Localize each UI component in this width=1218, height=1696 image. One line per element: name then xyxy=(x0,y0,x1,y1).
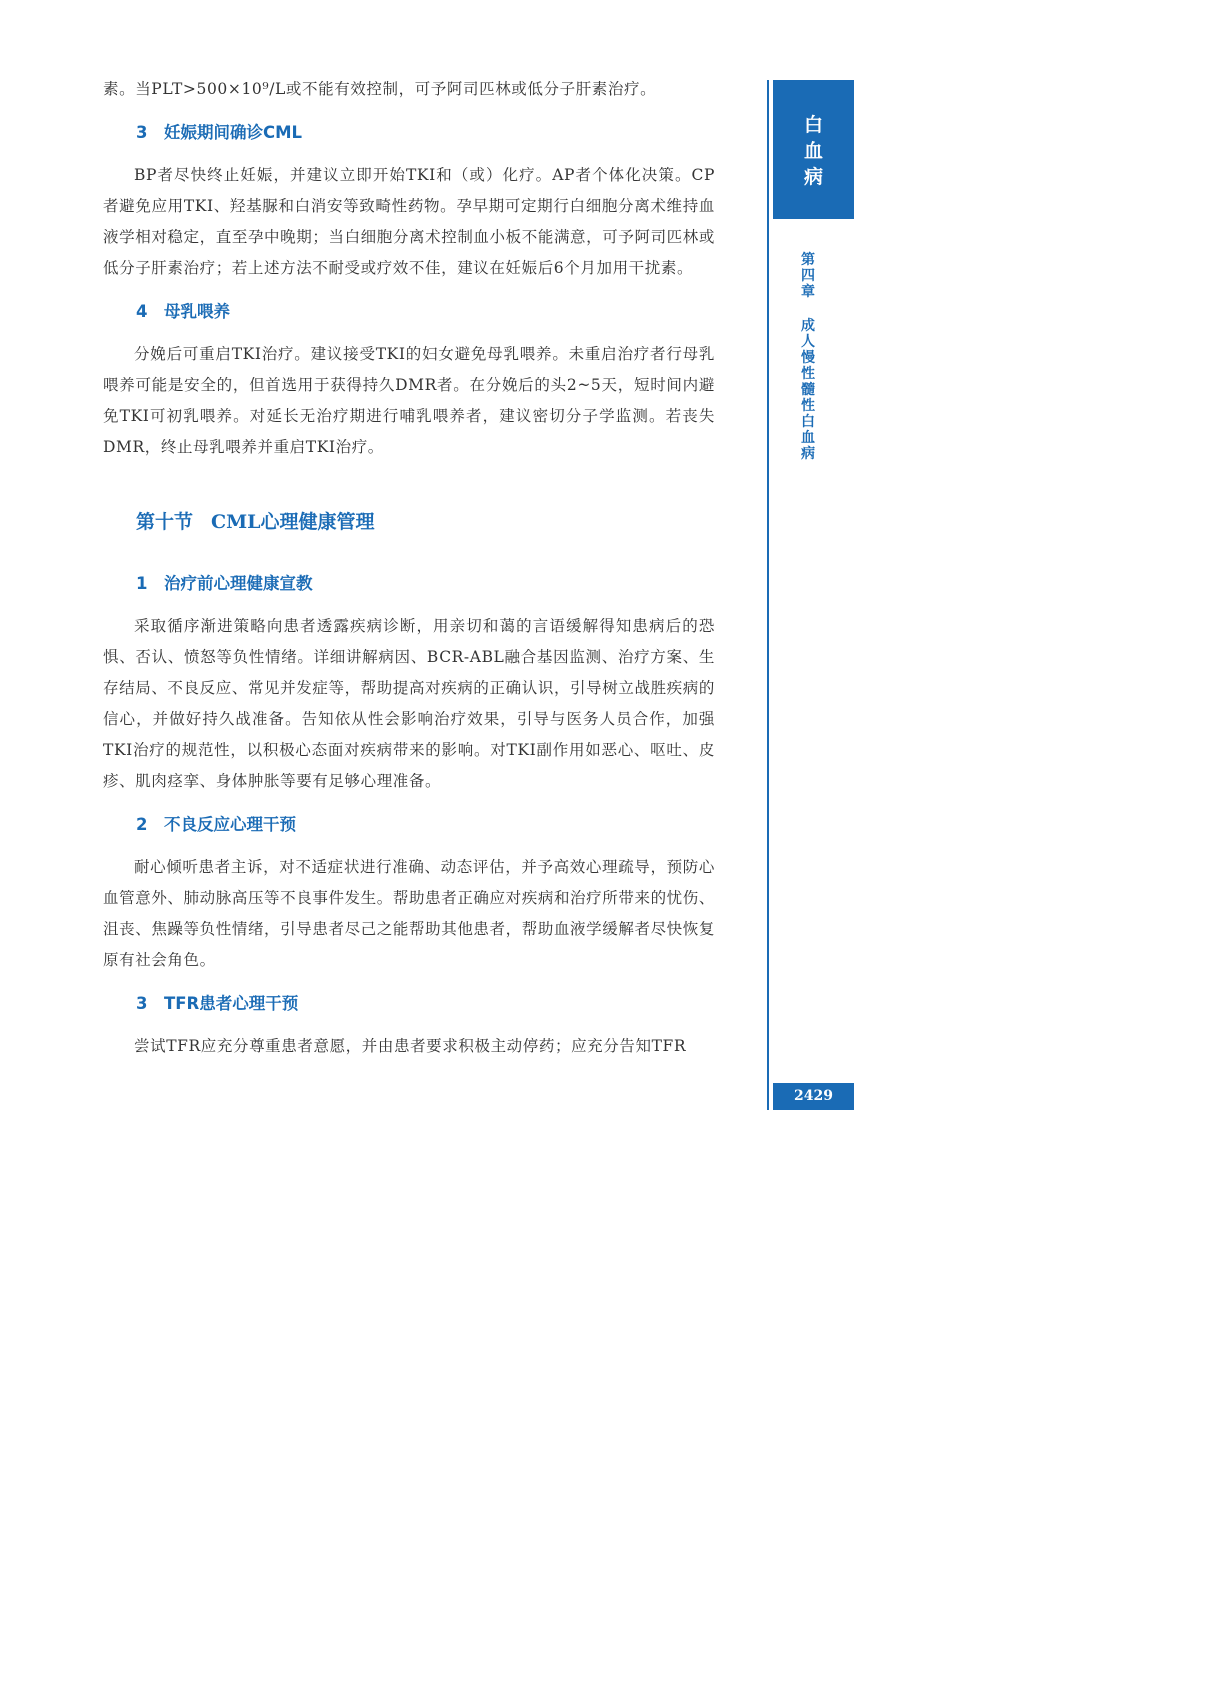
paragraph-pregnancy: BP者尽快终止妊娠，并建议立即开始TKI和（或）化疗。AP者个体化决策。CP者避免应用TKI、羟基脲和白消安等致畸性药物。孕早期可定期行白细胞分离术维持血液学相对稳定，直至孕中晚期；当白细胞分离术控制血小板不能满意，可予阿司匹林或低分子肝素治疗；若上述方法不耐受或疗效不佳，建议在妊娠后6个月加用干扰素。 xyxy=(103,166,715,277)
subheading-title: 不良反应心理干预 xyxy=(164,815,296,834)
chapter-title-char: 性 xyxy=(801,398,815,414)
subheading-pretreatment-education xyxy=(103,568,715,599)
section-number: 第十节 xyxy=(136,511,194,533)
tab-char: 血 xyxy=(803,140,823,162)
subheading-title: 母乳喂养 xyxy=(164,302,230,321)
tab-char: 白 xyxy=(803,114,823,136)
subheading-number: 2 xyxy=(136,815,148,834)
paragraph-pretreatment-education: 采取循序渐进策略向患者透露疾病诊断，用亲切和蔼的言语缓解得知患病后的恐惧、否认、愤怒等负性情绪。详细讲解病因、BCR-ABL融合基因监测、治疗方案、生存结局、不良反应、常见并发症等，帮助提高对疾病的正确认识，引导树立战胜疾病的信心，并做好持久战准备。告知依从性会影响治疗效果，引导与医务人员合作，加强TKI治疗的规范性，以积极心态面对疾病带来的影响。对TKI副作用如恶心、呕吐、皮疹、肌肉痉挛、身体肿胀等要有足够心理准备。 xyxy=(103,617,715,790)
main-content xyxy=(103,74,715,1062)
paragraph-breastfeeding: 分娩后可重启TKI治疗。建议接受TKI的妇女避免母乳喂养。未重启治疗者行母乳喂养可能是安全的，但首选用于获得持久DMR者。在分娩后的头2~5天，短时间内避免TKI可初乳喂养。对延长无治疗期进行哺乳喂养者，建议密切分子学监测。若丧失DMR，终止母乳喂养并重启TKI治疗。 xyxy=(103,345,715,456)
margin-divider-line xyxy=(767,80,769,1110)
subheading-breastfeeding xyxy=(103,296,715,327)
paragraph-tfr-intervention: 尝试TFR应充分尊重患者意愿，并由患者要求积极主动停药；应充分告知TFR xyxy=(134,1037,687,1055)
chapter-title-char: 性 xyxy=(801,366,815,382)
paragraph-platelet: 素。当PLT>500×10⁹/L或不能有效控制，可予阿司匹林或低分子肝素治疗。 xyxy=(103,80,657,98)
section-title xyxy=(103,507,715,538)
chapter-title-char: 血 xyxy=(801,430,815,446)
page-number: 2429 xyxy=(773,1083,854,1110)
chapter-title-char: 人 xyxy=(801,334,815,350)
category-tab xyxy=(773,80,854,219)
section-heading: CML心理健康管理 xyxy=(211,511,375,533)
chapter-num-char: 第 xyxy=(801,252,815,268)
tab-char: 病 xyxy=(803,166,823,188)
chapter-num-char: 章 xyxy=(801,284,815,300)
subheading-title: TFR患者心理干预 xyxy=(164,994,299,1013)
chapter-title-char: 病 xyxy=(801,446,815,462)
subheading-number: 1 xyxy=(136,574,148,593)
subheading-tfr-intervention xyxy=(103,988,715,1019)
subheading-adverse-reaction xyxy=(103,809,715,840)
subheading-pregnancy-diagnosis xyxy=(103,117,715,148)
chapter-title-char: 白 xyxy=(801,414,815,430)
paragraph-adverse-reaction: 耐心倾听患者主诉，对不适症状进行准确、动态评估，并予高效心理疏导，预防心血管意外、肺动脉高压等不良事件发生。帮助患者正确应对疾病和治疗所带来的忧伤、沮丧、焦躁等负性情绪，引导患者尽己之能帮助其他患者，帮助血液学缓解者尽快恢复原有社会角色。 xyxy=(103,858,715,969)
subheading-title: 妊娠期间确诊CML xyxy=(164,123,303,142)
subheading-number: 3 xyxy=(136,994,148,1013)
chapter-title-char: 髓 xyxy=(801,382,815,398)
chapter-title-char: 慢 xyxy=(801,350,815,366)
chapter-title-char: 成 xyxy=(801,318,815,334)
chapter-num-char: 四 xyxy=(801,268,815,284)
subheading-number: 3 xyxy=(136,123,148,142)
subheading-number: 4 xyxy=(136,302,148,321)
chapter-gap xyxy=(798,300,818,318)
subheading-title: 治疗前心理健康宣教 xyxy=(164,574,313,593)
chapter-label xyxy=(798,252,818,462)
